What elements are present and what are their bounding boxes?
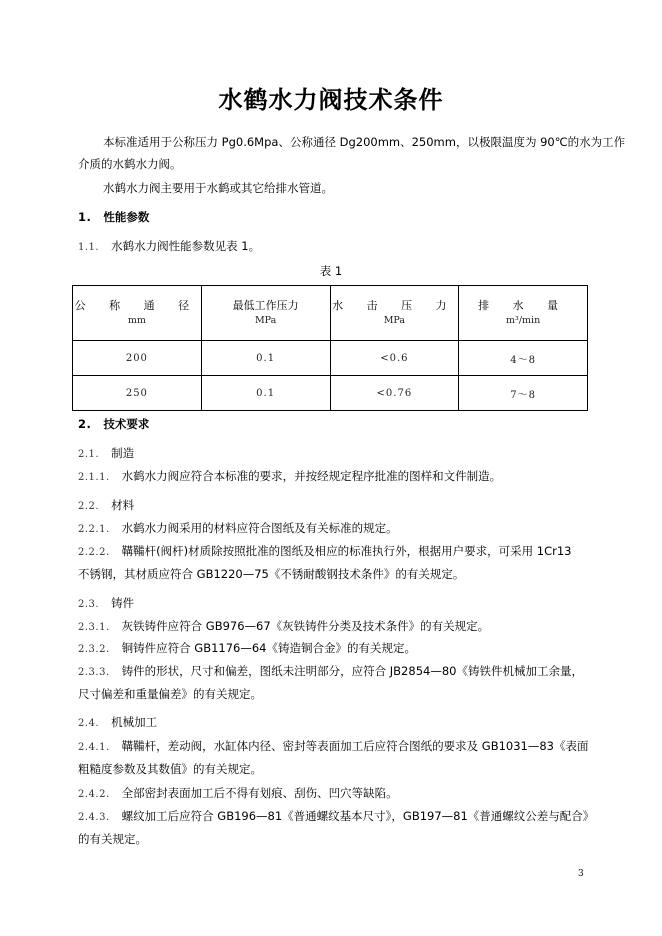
clause-text: 铜铸件应符合 GB1176—64《铸造铜合金》的有关规定。 bbox=[121, 641, 416, 655]
clause-line bbox=[78, 711, 588, 735]
clause-line bbox=[78, 442, 588, 466]
header-unit: m³/min bbox=[506, 315, 541, 326]
clause-line bbox=[78, 540, 588, 564]
header-name: 排 水 量 bbox=[478, 299, 569, 312]
clause-number: 2.3.2. bbox=[78, 644, 110, 655]
clause-line bbox=[78, 735, 588, 759]
table-cell: <0.6 bbox=[330, 341, 459, 376]
clause-line bbox=[78, 494, 588, 518]
table-cell: 7～8 bbox=[459, 376, 588, 411]
header-unit: mm bbox=[127, 315, 146, 326]
clause-text: 铸件 bbox=[111, 596, 135, 610]
table-cell: 4～8 bbox=[459, 341, 588, 376]
clause-line bbox=[78, 592, 588, 616]
table-cell: 0.1 bbox=[201, 341, 330, 376]
table-row bbox=[73, 341, 588, 376]
clause-line bbox=[78, 637, 588, 661]
clause-text: 制造 bbox=[111, 446, 135, 460]
table-header-row bbox=[73, 286, 588, 341]
table-header-cell bbox=[201, 286, 330, 341]
section-1-heading bbox=[78, 206, 588, 228]
table-row bbox=[73, 376, 588, 411]
table-caption: 表 1 bbox=[319, 264, 343, 278]
clause-line bbox=[78, 465, 588, 489]
header-name: 水 击 压 力 bbox=[332, 299, 457, 312]
clause-1-1 bbox=[78, 235, 588, 259]
section-number: 1. bbox=[78, 210, 92, 224]
clause-number: 2.3. bbox=[78, 599, 100, 610]
clause-number: 2.4.1. bbox=[78, 742, 110, 753]
clause-text: 水鹤水力阀采用的材料应符合图纸及有关标准的规定。 bbox=[121, 521, 398, 535]
intro-line-2: 介质的水鹤水力阀。 bbox=[78, 157, 182, 171]
header-name: 最低工作压力 bbox=[232, 299, 299, 312]
section-2-heading bbox=[78, 413, 588, 435]
clause-number: 2.3.3. bbox=[78, 667, 110, 678]
clause-line bbox=[78, 782, 588, 806]
clause-number: 2.1. bbox=[78, 449, 100, 460]
clause-line bbox=[78, 615, 588, 639]
page-number: 3 bbox=[578, 869, 584, 879]
section-number: 2. bbox=[78, 417, 92, 431]
clause-line bbox=[78, 517, 588, 541]
clause-text: 鞲鞴杆(阀杆)材质除按照批准的图纸及相应的标准执行外，根据用户要求，可采用 1Cr13 bbox=[121, 544, 572, 558]
table-cell: 0.1 bbox=[201, 376, 330, 411]
intro-line-3: 水鹤水力阀主要用于水鹤或其它给排水管道。 bbox=[103, 181, 333, 195]
clause-text: 材料 bbox=[111, 498, 135, 512]
clause-text: 螺纹加工后应符合 GB196—81《普通螺纹基本尺寸》，GB197—81《普通螺纹公差与配合》 bbox=[121, 809, 595, 823]
header-name: 公 称 通 径 bbox=[74, 299, 200, 312]
clause-line bbox=[78, 660, 588, 684]
table-cell: 200 bbox=[73, 341, 202, 376]
clause-text: 铸件的形状，尺寸和偏差，图纸未注明部分，应符合 JB2854—80《铸铁件机械加工余量， bbox=[121, 664, 583, 678]
clause-number: 2.4.2. bbox=[78, 789, 110, 800]
table-header-cell bbox=[330, 286, 459, 341]
clause-continuation: 不锈钢，其材质应符合 GB1220—75《不锈耐酸钢技术条件》的有关规定。 bbox=[78, 567, 465, 581]
clause-number: 1.1. bbox=[78, 242, 100, 253]
clause-number: 2.1.1. bbox=[78, 472, 110, 483]
clause-continuation: 尺寸偏差和重量偏差》的有关规定。 bbox=[78, 687, 262, 701]
clause-continuation: 粗糙度参数及其数值》的有关规定。 bbox=[78, 762, 262, 776]
clause-number: 2.2.2. bbox=[78, 547, 110, 558]
clause-text: 机械加工 bbox=[111, 715, 158, 729]
header-unit: MPa bbox=[254, 315, 277, 326]
clause-number: 2.3.1. bbox=[78, 622, 110, 633]
clause-continuation: 的有关规定。 bbox=[78, 832, 147, 846]
table-cell: 250 bbox=[73, 376, 202, 411]
clause-number: 2.4. bbox=[78, 718, 100, 729]
clause-text: 鞲鞴杆，差动阀，水缸体内径、密封等表面加工后应符合图纸的要求及 GB1031—83《表面 bbox=[121, 739, 589, 753]
clause-number: 2.2. bbox=[78, 501, 100, 512]
table-cell: <0.76 bbox=[330, 376, 459, 411]
table-header-cell bbox=[459, 286, 588, 341]
document-title: 水鹤水力阀技术条件 bbox=[218, 86, 444, 114]
section-title: 性能参数 bbox=[103, 210, 150, 224]
table-header-cell bbox=[73, 286, 202, 341]
performance-table bbox=[72, 285, 588, 411]
header-unit: MPa bbox=[383, 315, 406, 326]
clause-text: 灰铁铸件应符合 GB976—67《灰铁铸件分类及技术条件》的有关规定。 bbox=[121, 619, 490, 633]
clause-text: 水鹤水力阀性能参数见表 1。 bbox=[111, 239, 261, 253]
section-title: 技术要求 bbox=[103, 417, 150, 431]
clause-line bbox=[78, 805, 595, 829]
clause-number: 2.4.3. bbox=[78, 812, 110, 823]
clause-number: 2.2.1. bbox=[78, 524, 110, 535]
intro-line-1: 本标准适用于公称压力 Pg0.6Mpa、公称通径 Dg200mm、250mm，以极限温度为 90℃的水为工作 bbox=[103, 135, 626, 149]
clause-text: 水鹤水力阀应符合本标准的要求，并按经规定程序批准的图样和文件制造。 bbox=[121, 469, 502, 483]
clause-text: 全部密封表面加工后不得有划痕、刮伤、凹穴等缺陷。 bbox=[121, 786, 398, 800]
